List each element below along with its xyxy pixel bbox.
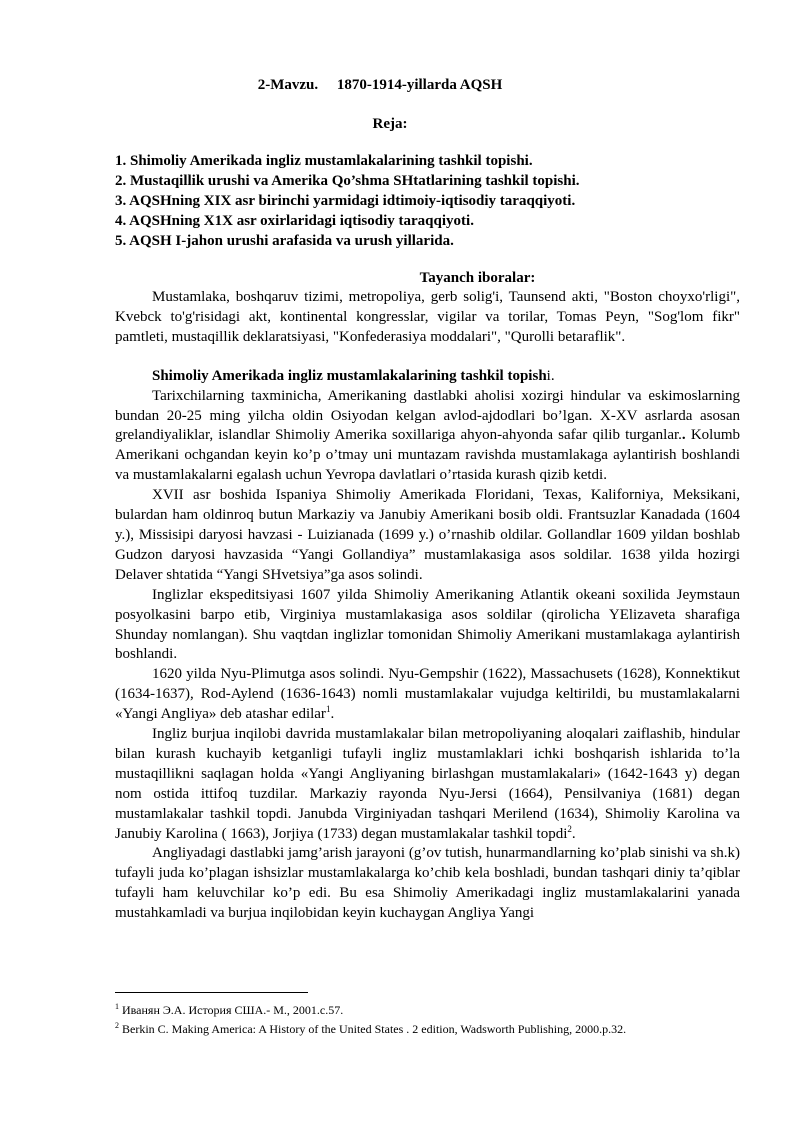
footnotes xyxy=(115,1001,755,1039)
paragraph-text: 1620 yilda Nyu-Plimutga asos solindi. Nyu-Gempshir (1622), Massachusets (1628), Konnektikut (1634-1637), Rod-Aylend (1636-1643) nomli mustamlakalar vujudga keltirildi, bu mustamlakalarni «Yangi Angliya» deb atashar edilar xyxy=(115,666,740,723)
footnote xyxy=(115,1001,755,1020)
paragraph xyxy=(115,387,740,487)
paragraph-text: . xyxy=(330,706,335,723)
paragraph: Inglizlar ekspeditsiyasi 1607 yilda Shimoliy Amerikaning Atlantik okeani soxilida Jeymstaun posyolkasini barpo etib, Virginiya mustamlakasiga asos soldilar (qirolicha YElizaveta sharafiga Shunday nomlangan). Shu vaqtdan inglizlar tomonidan Shimoliy Amerikani mustamlakaga aylantirish boshlandi. xyxy=(115,586,740,663)
plan-item: 1. Shimoliy Amerikada ingliz mustamlakalarining tashkil topishi. xyxy=(115,153,533,169)
keywords-paragraph: Mustamlaka, boshqaruv tizimi, metropoliya, gerb solig'i, Taunsend akti, "Boston choyxo'rligi", Kvebck to'g'risidagi akt, kontinental kongresslar, vigilar va torilar, Tomas Peyn, "Sog'lom fikr" pamtleti, mustaqillik deklaratsiyasi, "Konfederasiya moddalari", "Qurolli betaraflik". xyxy=(115,289,740,345)
plan-item: 3. AQSHning XIX asr birinchi yarmidagi idtimoiy-iqtisodiy taraqqiyoti. xyxy=(115,193,576,209)
section-heading-bold: Shimoliy Amerikada ingliz mustamlakalarining tashkil topish xyxy=(152,367,547,384)
footnote-mark: 2 xyxy=(115,1021,119,1030)
paragraph xyxy=(115,725,740,844)
section-heading-tail: i. xyxy=(546,367,555,384)
footnote-ref[interactable]: 2 xyxy=(567,823,572,834)
plan-heading: Reja: xyxy=(372,116,408,132)
keywords-heading: Tayanch iboralar: xyxy=(419,270,536,286)
paragraph: XVII asr boshida Ispaniya Shimoliy Amerikada Floridani, Texas, Kaliforniya, Meksikani, bulardan ham oldinroq butun Markaziy va Janubiy Amerikani bosib oldi. Frantsuzlar Kanadada (1604 y.), Missisipi daryosi havzasi - Luizianada (1699 y.) o’rnashib oldilar. Gollandlar 1609 yildan boshlab Gudzon daryosi havzasida “Yangi Gollandiya” mustamlakasiga asos soldilar. 1638 yilda hozirgi Delaver shtatida “Yangi SHvetsiya”ga asos solindi. xyxy=(115,487,740,583)
footnote-text: Berkin C. Making America: A History of the United States . 2 edition, Wadsworth Publishing, 2000.p.32. xyxy=(119,1022,627,1036)
plan-item: 4. AQSHning X1X asr oxirlaridagi iqtisodiy taraqqiyoti. xyxy=(115,213,474,229)
main-text xyxy=(115,288,740,924)
paragraph: Angliyadagi dastlabki jamg’arish jarayoni (g’ov tutish, hunarmandlarning ko’plab sinishi va sh.k) tufayli juda ko’plagan ishsizlar mustamlakalarga ko’chib kela boshladi, bundan tashqari diniy ta’qiblar tufayli ham keluvchilar ko’p edi. Bu esa Shimoliy Amerikadagi ingliz mustamlakalarini yanada mustahkamladi va burjua inqilobidan keyin kuchaygan Angliya Yangi xyxy=(115,845,740,922)
paragraph-text: . xyxy=(571,825,576,842)
topic-title: 1870-1914-yillarda AQSH xyxy=(336,77,503,93)
page-title xyxy=(0,77,760,94)
topic-label: 2-Mavzu. xyxy=(257,77,319,93)
footnote-mark: 1 xyxy=(115,1002,119,1011)
section-heading xyxy=(115,367,740,387)
paragraph-bold-dot: . xyxy=(681,427,686,444)
footnote-separator xyxy=(115,992,308,993)
paragraph xyxy=(115,665,740,725)
plan-item: 2. Mustaqillik urushi va Amerika Qo’shma SHtatlarining tashkil topishi. xyxy=(115,173,580,189)
paragraph-text: Kolumb Amerikani ochgandan keyin ko’p o’tmay uni muntazam ravishda mustamlakaga aylantirish boshlandi va mustamlakalarni egalash uchun Yevropa davlatlari o’rtasida kurash qizib ketdi. xyxy=(115,427,740,484)
paragraph-text: Ingliz burjua inqilobi davrida mustamlakalar bilan metropoliyaning aloqalari zaiflashib, hindular bilan kurash kuchayib ketganligi tufayli ingliz mustamlaklari ichki boshqarish ishlarida to’la mustaqillikni saqlagan holda «Yangi Angliyaning birlashgan mustamlakalari» (1642-1643 y) degan nom ostida ittifoq tuzdilar. Markaziy rayonda Nyu-Jersi (1664), Pensilvaniya (1681) degan mustamlakalar tashkil topdi. Janubda Virginiyadan tashqari Merilend (1634), Shimoliy Karolina va Janubiy Karolina ( 1663), Jorjiya (1733) degan mustamlakalar tashkil topdi xyxy=(115,726,740,842)
footnote-ref[interactable]: 1 xyxy=(325,704,331,715)
plan-list xyxy=(115,151,765,251)
footnote xyxy=(115,1020,755,1039)
footnote-text: Иванян Э.А. История США.- М., 2001.с.57. xyxy=(119,1003,344,1017)
paragraph-text: Tarixchilarning taxminicha, Amerikaning dastlabki aholisi xozirgi hindular va eskimoslarning bundan 20-25 ming yilcha oldin Osiyodan kelgan avlod-ajdodlari bo’lgan. X-XV asrlarda asosan grelandiyaliklar, islandlar Shimoliy Amerika soxillariga ahyon-ahyonda safar qilib turganlar. xyxy=(115,387,740,444)
plan-item: 5. AQSH I-jahon urushi arafasida va urush yillarida. xyxy=(115,233,454,249)
